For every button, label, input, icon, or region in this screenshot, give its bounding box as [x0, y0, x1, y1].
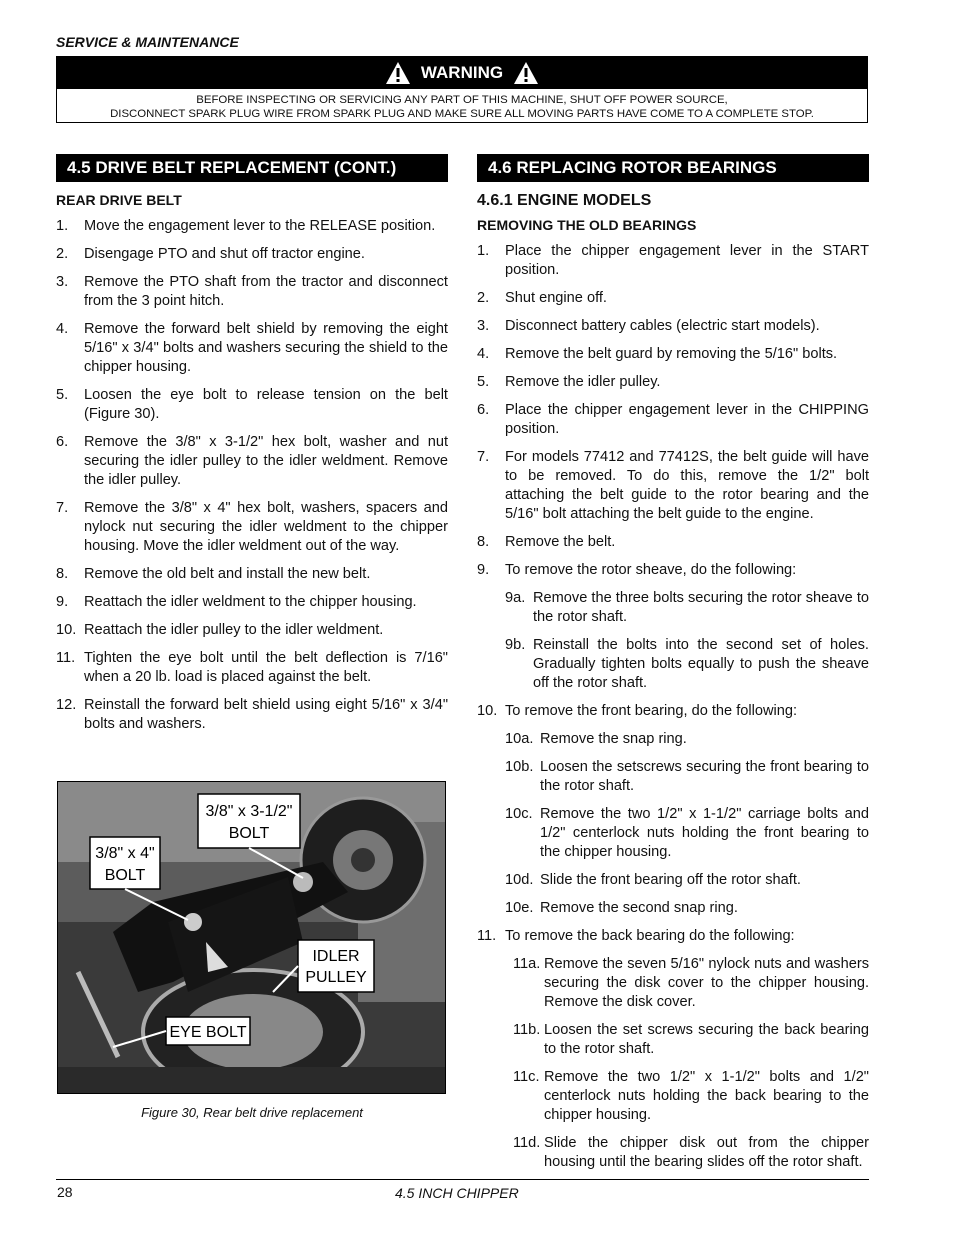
list-item: 10. Reattach the idler pulley to the idler weldment. [56, 622, 384, 638]
list-item: 10d. Slide the front bearing off the rotor shaft. [505, 872, 801, 888]
figure-30-photo [57, 781, 446, 1094]
list-item: 4. Remove the forward belt shield by removing the eight 5/16" x 3/4" bolts and washers securing the shield to the chipper housing. [56, 321, 448, 375]
engine-models-heading: 4.6.1 ENGINE MODELS [477, 192, 652, 209]
list-item: 1. Move the engagement lever to the RELEASE position. [56, 218, 436, 234]
list-item: 8. Remove the belt. [477, 534, 616, 550]
list-item: 3. Disconnect battery cables (electric start models). [477, 318, 820, 334]
belt-drive-illustration [58, 782, 446, 1094]
warning-bar [57, 57, 867, 89]
list-item: 11c. Remove the two 1/2" x 1-1/2" bolts and 1/2" centerlock nuts holding the back bearing to the chipper housing. [513, 1069, 869, 1123]
list-item: 4. Remove the belt guard by removing the 5/16" bolts. [477, 346, 838, 362]
list-item: 11a. Remove the seven 5/16" nylock nuts and washers securing the disk cover to the chipper housing. Remove the disk cover. [513, 956, 869, 1010]
list-item: 6. Place the chipper engagement lever in the CHIPPING position. [477, 402, 869, 437]
section-heading-4-5: 4.5 DRIVE BELT REPLACEMENT (CONT.) [56, 154, 448, 182]
list-item: 9b. Reinstall the bolts into the second set of holes. Gradually tighten bolts equally to push the sheave off the rotor shaft. [505, 637, 869, 691]
list-item: 10. To remove the front bearing, do the following: [477, 703, 798, 719]
footer-divider [56, 1179, 869, 1180]
warning-line-2: DISCONNECT SPARK PLUG WIRE FROM SPARK PLUG AND MAKE SURE ALL MOVING PARTS HAVE COME TO A COMPLETE STOP. [110, 108, 814, 120]
list-item: 10e. Remove the second snap ring. [505, 900, 738, 916]
list-item: 7. Remove the 3/8" x 4" hex bolt, washers, spacers and nylock nut securing the idler weldment to the chipper housing. Move the idler weldment out of the way. [56, 500, 448, 554]
label-bolt-b-line2: BOLT [104, 867, 146, 884]
rear-drive-belt-heading: REAR DRIVE BELT [56, 192, 182, 208]
label-bolt-b-line1: 3/8" x 4" [95, 845, 155, 862]
warning-box [56, 56, 868, 123]
list-item: 11. Tighten the eye bolt until the belt deflection is 7/16" when a 20 lb. load is placed against the belt. [56, 650, 448, 685]
list-item: 9a. Remove the three bolts securing the rotor sheave to the rotor shaft. [505, 590, 869, 625]
label-eye-bolt: EYE BOLT [169, 1024, 247, 1041]
label-idler-line2: PULLEY [305, 969, 367, 986]
list-item: 10b. Loosen the setscrews securing the front bearing to the rotor shaft. [505, 759, 869, 794]
list-item: 5. Remove the idler pulley. [477, 374, 661, 390]
list-item: 9. To remove the rotor sheave, do the following: [477, 562, 797, 578]
list-item: 11b. Loosen the set screws securing the back bearing to the rotor shaft. [513, 1022, 869, 1057]
list-item: 10c. Remove the two 1/2" x 1-1/2" carriage bolts and 1/2" centerlock nuts holding the front bearing to the chipper housing. [505, 806, 869, 860]
left-column [56, 154, 448, 743]
list-item: 9. Reattach the idler weldment to the chipper housing. [56, 594, 417, 610]
section-label: SERVICE & MAINTENANCE [56, 34, 239, 50]
warning-text [57, 89, 867, 121]
right-column [477, 154, 869, 1181]
list-item: 2. Shut engine off. [477, 290, 607, 306]
list-item: 1. Place the chipper engagement lever in the START position. [477, 243, 869, 278]
section-heading-4-6: 4.6 REPLACING ROTOR BEARINGS [477, 154, 869, 182]
figure-caption: Figure 30, Rear belt drive replacement [141, 1105, 363, 1120]
page-number: 28 [57, 1184, 73, 1200]
removing-bearings-heading: REMOVING THE OLD BEARINGS [477, 217, 697, 233]
warning-line-1: BEFORE INSPECTING OR SERVICING ANY PART OF THIS MACHINE, SHUT OFF POWER SOURCE, [196, 94, 728, 106]
right-steps-list [477, 242, 869, 580]
label-bolt-a-line2: BOLT [228, 825, 270, 842]
right-steps-list [477, 702, 869, 721]
warning-triangle-icon [513, 61, 539, 85]
list-item: 7. For models 77412 and 77412S, the belt guide will have to be removed. To do this, remove the 1/2" bolt attaching the belt guide to the rotor bearing and the 5/16" bolt attaching the belt guide to the engine. [477, 449, 869, 522]
list-item: 11. To remove the back bearing do the following: [477, 928, 795, 944]
right-steps-list [477, 927, 869, 946]
left-steps-list [56, 217, 448, 734]
list-item: 5. Loosen the eye bolt to release tension on the belt (Figure 30). [56, 387, 448, 422]
list-item: 8. Remove the old belt and install the new belt. [56, 566, 371, 582]
footer-title: 4.5 INCH CHIPPER [395, 1185, 519, 1201]
list-item: 3. Remove the PTO shaft from the tractor and disconnect from the 3 point hitch. [56, 274, 448, 309]
list-item: 10a. Remove the snap ring. [505, 731, 687, 747]
warning-title: WARNING [420, 63, 504, 82]
list-item: 6. Remove the 3/8" x 3-1/2" hex bolt, washer and nut securing the idler pulley to the idler weldment. Remove the idler pulley. [56, 434, 448, 488]
warning-triangle-icon [385, 61, 411, 85]
list-item: 2. Disengage PTO and shut off tractor engine. [56, 246, 365, 262]
list-item: 11d. Slide the chipper disk out from the chipper housing until the bearing slides off the rotor shaft. [513, 1135, 869, 1170]
label-idler-line1: IDLER [312, 948, 360, 965]
label-bolt-a-line1: 3/8" x 3-1/2" [205, 803, 293, 820]
list-item: 12. Reinstall the forward belt shield using eight 5/16" x 3/4" bolts and washers. [56, 697, 448, 732]
